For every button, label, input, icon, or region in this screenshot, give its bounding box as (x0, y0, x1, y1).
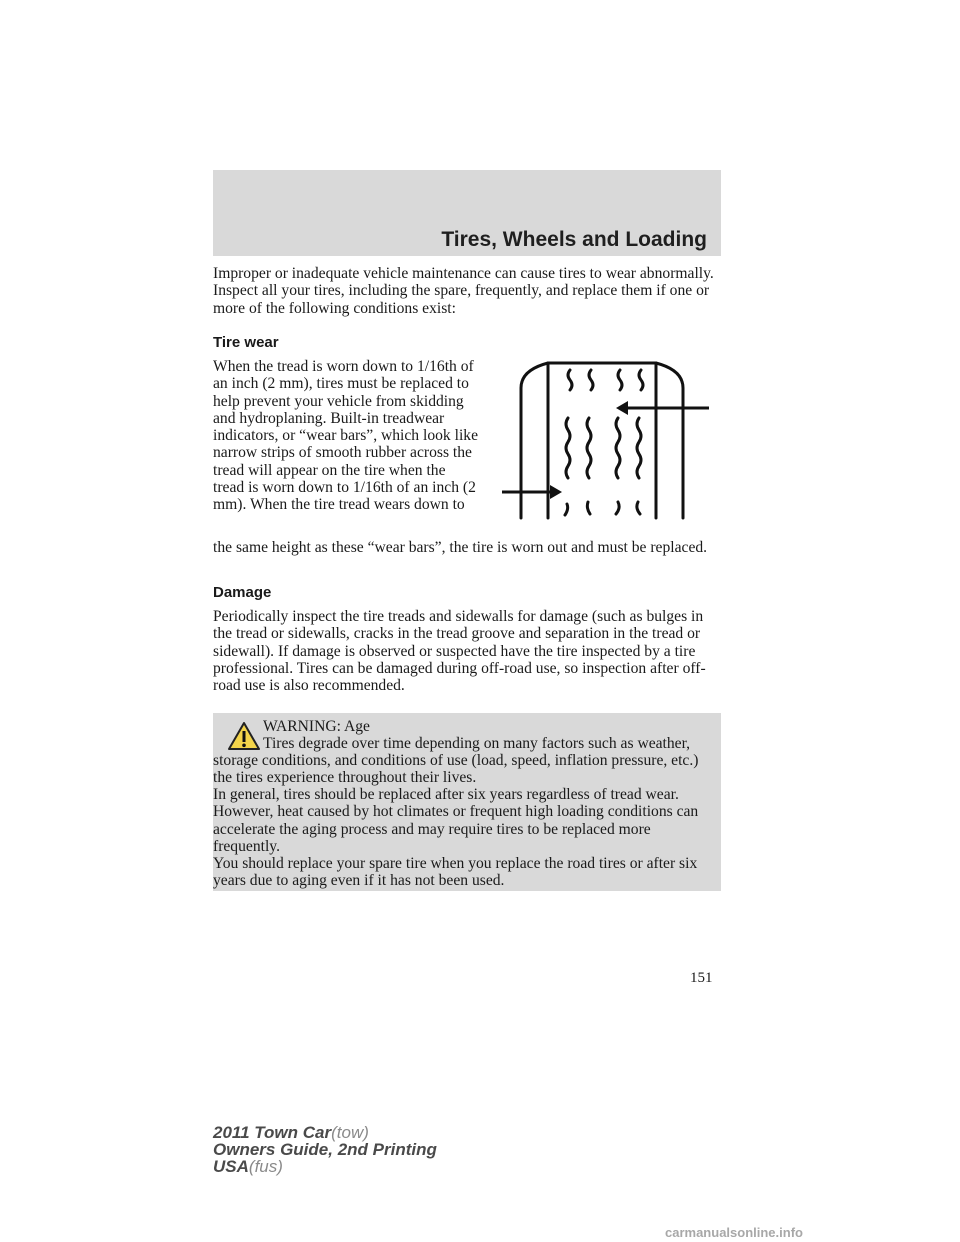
footer-model: 2011 Town Car (213, 1123, 332, 1142)
warning-box (213, 713, 721, 891)
page-number: 151 (690, 970, 713, 986)
intro-paragraph: Improper or inadequate vehicle maintenance can cause tires to wear abnormally. Inspect all your tires, including the spare, frequently, and replace them if one or more of the following conditions exist: (213, 265, 714, 317)
footer-market-code: (fus) (248, 1157, 283, 1176)
footer-model-code: (tow) (331, 1123, 369, 1142)
damage-paragraph: Periodically inspect the tire treads and sidewalls for damage (such as bulges in the tread or sidewalls, cracks in the tread groove and separation in the tread or sidewall). If damage is observed or suspected have the tire inspected by a tire professional. Tires can be damaged during off-road use, so inspection after off-road use is also recommended. (213, 608, 706, 695)
tire-wear-text-wrapped: When the tread is worn down to 1/16th of an inch (2 mm), tires must be replaced to help prevent your vehicle from skidding and hydroplaning. Built-in treadwear indicators, or “wear bars”, which look like narrow strips of smooth rubber across the tread will appear on the tire when the tread is worn down to 1/16th of an inch (2 mm). When the tire tread wears down to (213, 358, 479, 514)
warning-paragraph-3: You should replace your spare tire when you replace the road tires or after six years due to aging even if it has not been used. (213, 854, 698, 889)
watermark: carmanualsonline.info (665, 1225, 803, 1240)
tire-wear-heading: Tire wear (213, 334, 279, 351)
footer-market: USA (213, 1157, 249, 1176)
tire-tread-figure (496, 360, 712, 524)
warning-title: WARNING: Age (263, 718, 370, 735)
warning-text (213, 718, 718, 889)
damage-heading: Damage (213, 584, 272, 601)
footer (213, 1124, 437, 1175)
section-header (213, 170, 721, 256)
footer-guide: Owners Guide, 2nd Printing (213, 1140, 437, 1159)
warning-paragraph-1: Tires degrade over time depending on many factors such as weather, storage conditions, and conditions of use (load, speed, inflation pressure, etc.) the tires experience throughout their lives. (213, 735, 699, 787)
section-title: Tires, Wheels and Loading (441, 228, 707, 251)
warning-paragraph-2: In general, tires should be replaced after six years regardless of tread wear. However, heat caused by hot climates or frequent high loading conditions can accelerate the aging process and may require tires to be replaced more frequently. (213, 786, 699, 855)
tire-wear-text-full: the same height as these “wear bars”, the tire is worn out and must be replaced. (213, 539, 708, 556)
